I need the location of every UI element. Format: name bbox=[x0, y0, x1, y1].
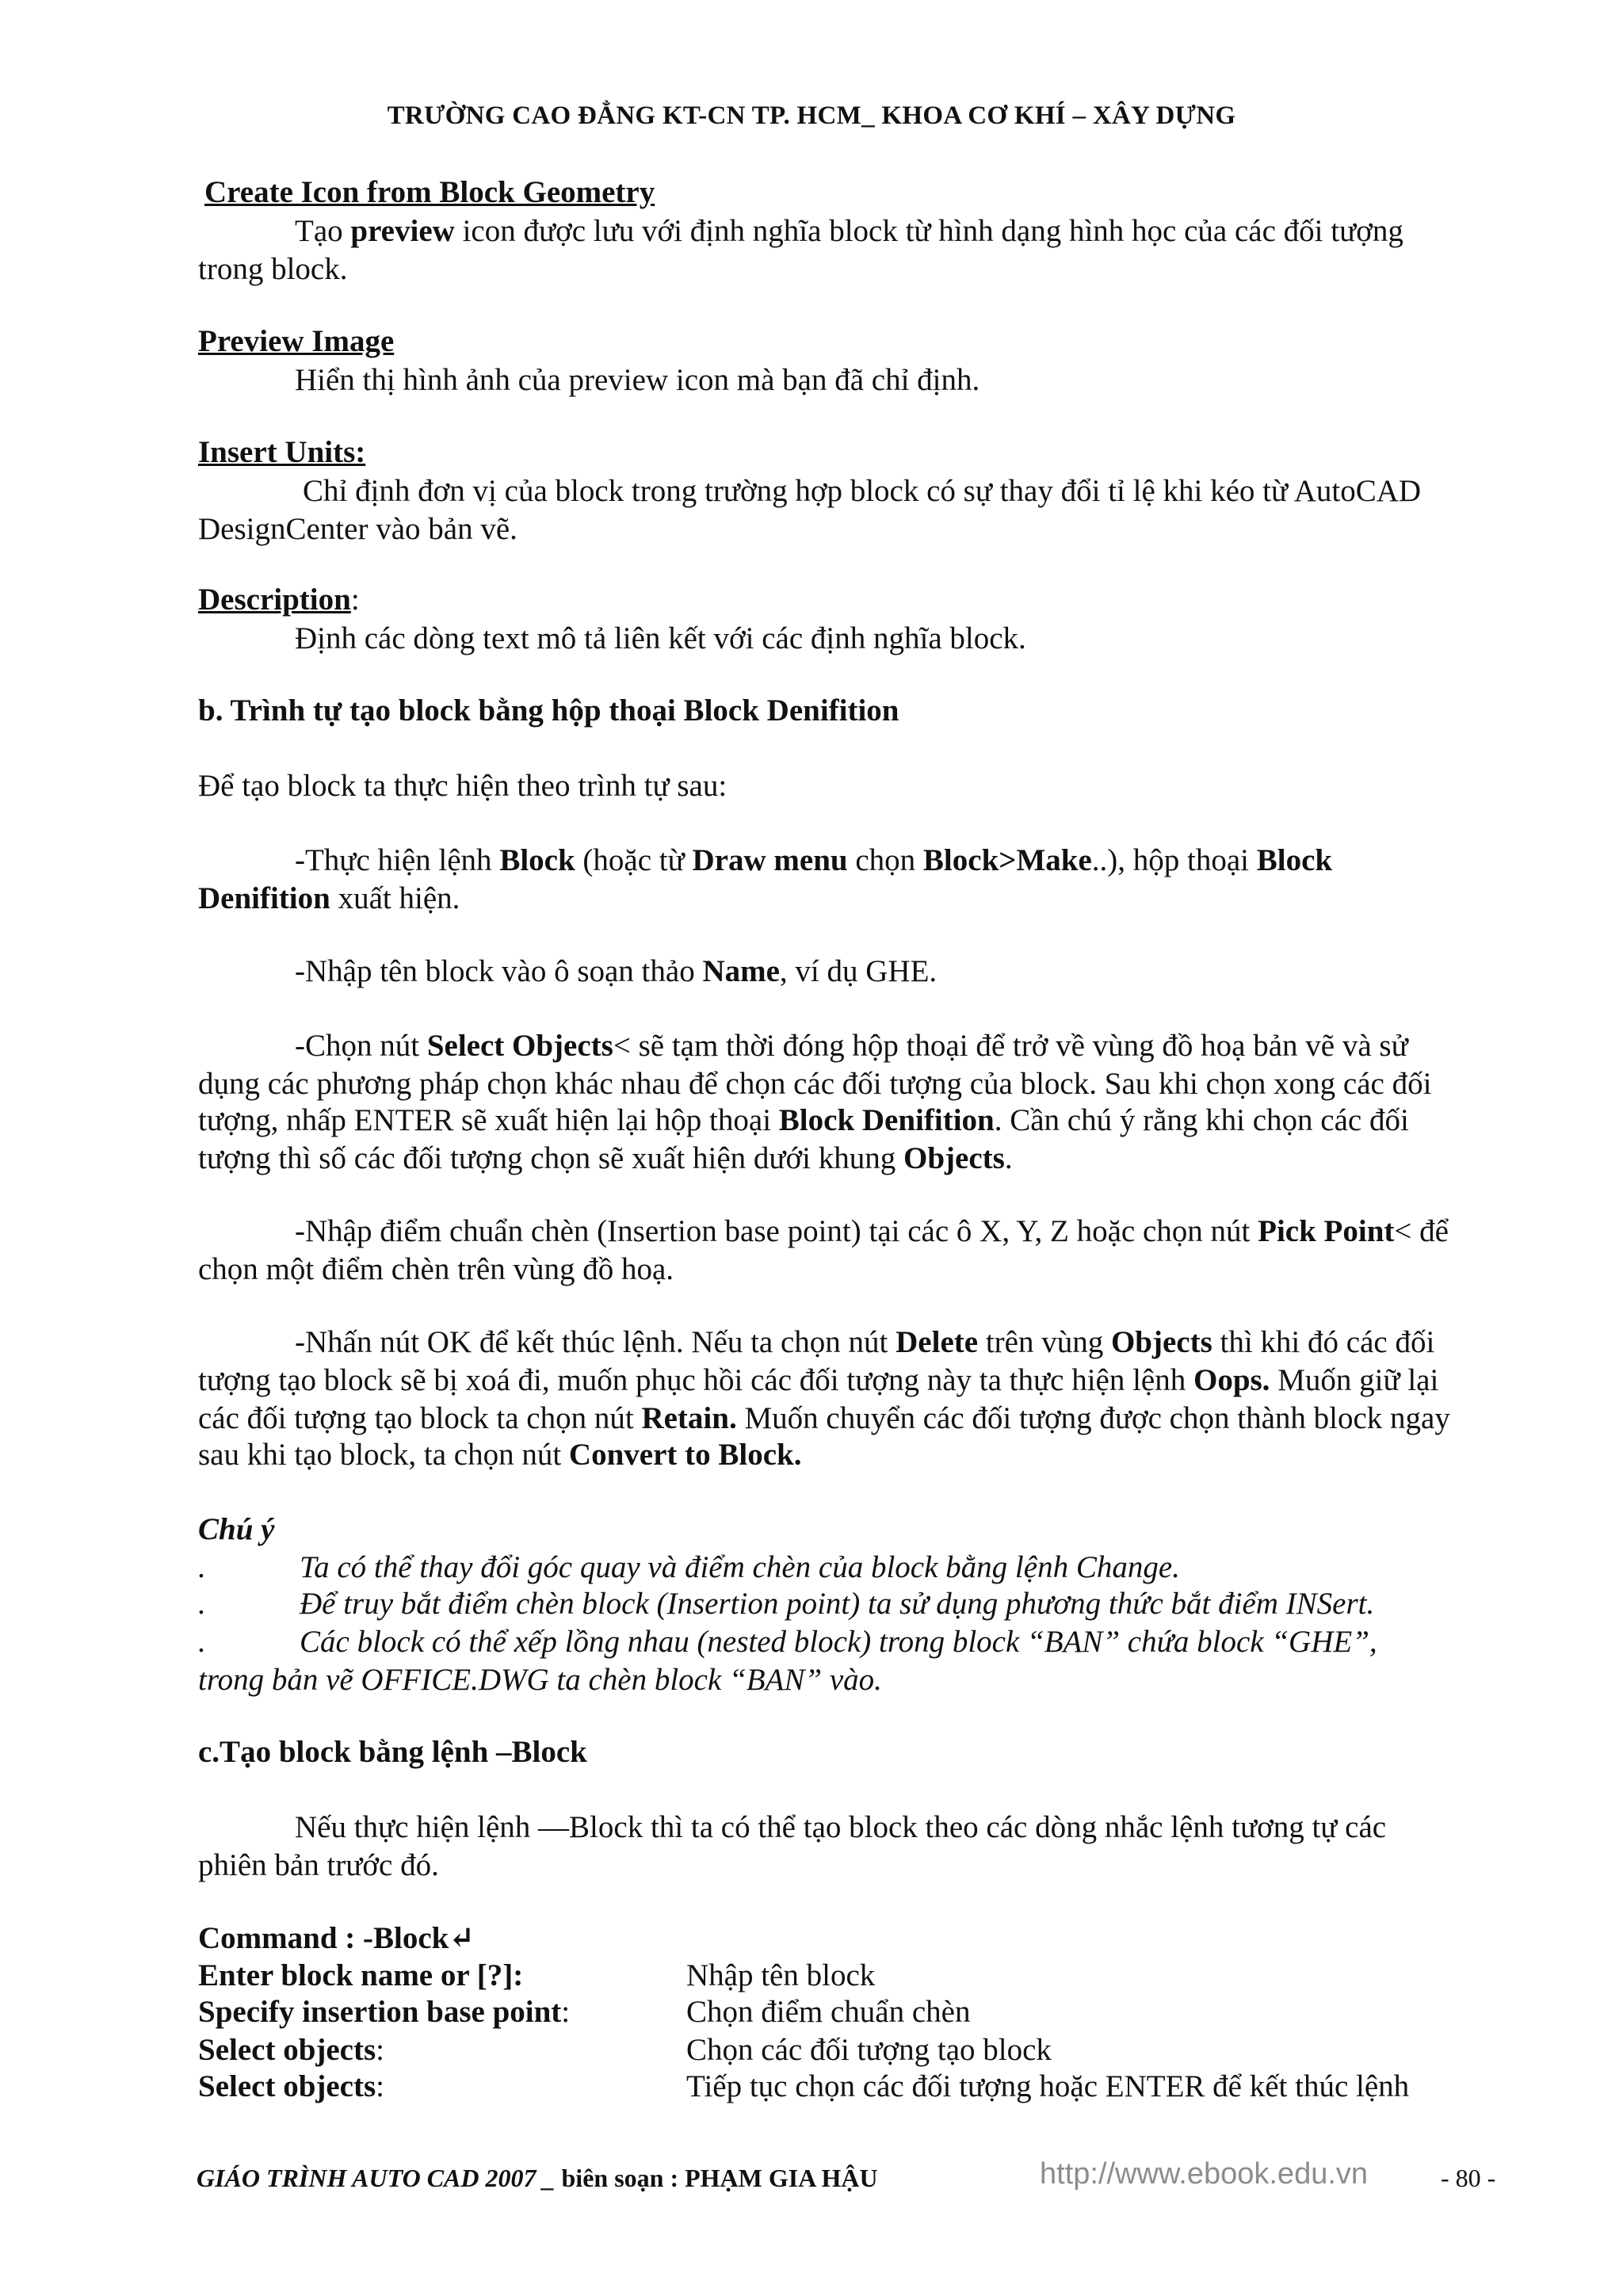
step3-line-4: tượng thì số các đối tượng chọn sẽ xuất hiện dưới khung Objects. bbox=[198, 1141, 1013, 1175]
step3-line-3: tượng, nhấp ENTER sẽ xuất hiện lại hộp thoại Block Denifition. Cần chú ý rằng khi chọn các đối bbox=[198, 1103, 1409, 1137]
bullet: . bbox=[198, 1587, 206, 1621]
bullet: . bbox=[198, 1625, 206, 1659]
note-item-3: . Các block có thể xếp lồng nhau (nested block) trong block “BAN” chứa block “GHE”, bbox=[198, 1625, 1377, 1659]
note-item-1: . Ta có thể thay đổi góc quay và điểm chèn của block bằng lệnh Change. bbox=[198, 1550, 1180, 1584]
command-desc-2: Chọn điểm chuẩn chèn bbox=[686, 1995, 971, 2029]
step5-line-3: các đối tượng tạo block ta chọn nút Retain. Muốn chuyển các đối tượng được chọn thành block ngay bbox=[198, 1401, 1450, 1435]
command-desc-3: Chọn các đối tượng tạo block bbox=[686, 2033, 1052, 2067]
note-title: Chú ý bbox=[198, 1512, 275, 1546]
section-title-preview-image: Preview Image bbox=[198, 324, 395, 358]
command-desc-4: Tiếp tục chọn các đối tượng hoặc ENTER để kết thúc lệnh bbox=[686, 2069, 1410, 2103]
footer-url-link[interactable]: http://www.ebook.edu.vn bbox=[1040, 2157, 1369, 2191]
step1-line-2: Denifition xuất hiện. bbox=[198, 881, 460, 915]
step4-line-1: -Nhập điểm chuẩn chèn (Insertion base point) tại các ô X, Y, Z hoặc chọn nút Pick Point< để bbox=[295, 1214, 1449, 1248]
create-icon-line-1: Tạo preview icon được lưu với định nghĩa block từ hình dạng hình học của các đối tượng bbox=[295, 214, 1403, 248]
footer-left: GIÁO TRÌNH AUTO CAD 2007 _ biên soạn : PHẠM GIA HẬU bbox=[197, 2164, 878, 2192]
preview-image-line-1: Hiển thị hình ảnh của preview icon mà bạn đã chỉ định. bbox=[295, 363, 980, 397]
description-line-1: Định các dòng text mô tả liên kết với các định nghĩa block. bbox=[295, 621, 1026, 655]
subheading-c: c.Tạo block bằng lệnh –Block bbox=[198, 1735, 587, 1769]
note-item-2: . Để truy bắt điểm chèn block (Insertion point) ta sử dụng phương thức bắt điểm INSert. bbox=[198, 1587, 1375, 1621]
intro-c-line-1: Nếu thực hiện lệnh —Block thì ta có thể tạo block theo các dòng nhắc lệnh tương tự các bbox=[295, 1810, 1387, 1844]
note-item-3-line-2: trong bản vẽ OFFICE.DWG ta chèn block “BAN” vào. bbox=[198, 1663, 882, 1697]
command-prompt-0: Command : -Block↵ bbox=[198, 1921, 475, 1955]
command-prompt-4: Select objects: bbox=[198, 2069, 384, 2103]
section-title-create-icon: Create Icon from Block Geometry bbox=[204, 175, 655, 209]
step3-line-1: -Chọn nút Select Objects< sẽ tạm thời đóng hộp thoại để trở về vùng đồ hoạ bản vẽ và sử bbox=[295, 1029, 1408, 1063]
page-number: - 80 - bbox=[1441, 2164, 1496, 2192]
intro-c-line-2: phiên bản trước đó. bbox=[198, 1848, 439, 1882]
step1-line-1: -Thực hiện lệnh Block (hoặc từ Draw menu chọn Block>Make..), hộp thoại Block bbox=[295, 843, 1333, 877]
create-icon-line-2: trong block. bbox=[198, 252, 348, 286]
step5-line-1: -Nhấn nút OK để kết thúc lệnh. Nếu ta chọn nút Delete trên vùng Objects thì khi đó các đối bbox=[295, 1325, 1435, 1359]
page-header: TRƯỜNG CAO ĐẲNG KT-CN TP. HCM_ KHOA CƠ KHÍ – XÂY DỰNG bbox=[387, 101, 1236, 130]
command-desc-1: Nhập tên block bbox=[686, 1958, 876, 1992]
insert-units-line-2: DesignCenter vào bản vẽ. bbox=[198, 512, 517, 546]
bullet: . bbox=[198, 1550, 206, 1584]
step4-line-2: chọn một điểm chèn trên vùng đồ hoạ. bbox=[198, 1252, 674, 1286]
step5-line-4: sau khi tạo block, ta chọn nút Convert to Block. bbox=[198, 1438, 802, 1472]
section-title-insert-units: Insert Units: bbox=[198, 435, 366, 469]
step5-line-2: tượng tạo block sẽ bị xoá đi, muốn phục hồi các đối tượng này ta thực hiện lệnh Oops. Muốn giữ lại bbox=[198, 1363, 1439, 1397]
subheading-b: b. Trình tự tạo block bằng hộp thoại Block Denifition bbox=[198, 693, 899, 728]
step3-line-2: dụng các phương pháp chọn khác nhau để chọn các đối tượng của block. Sau khi chọn xong các đối bbox=[198, 1067, 1432, 1101]
section-title-description: Description: bbox=[198, 583, 360, 617]
insert-units-line-1: Chỉ định đơn vị của block trong trường hợp block có sự thay đổi tỉ lệ khi kéo từ AutoCAD bbox=[303, 474, 1422, 508]
step2-line-1: -Nhập tên block vào ô soạn thảo Name, ví dụ GHE. bbox=[295, 954, 938, 988]
command-prompt-3: Select objects: bbox=[198, 2033, 384, 2067]
intro-b: Để tạo block ta thực hiện theo trình tự sau: bbox=[198, 769, 727, 803]
command-prompt-2: Specify insertion base point: bbox=[198, 1995, 571, 2029]
command-prompt-1: Enter block name or [?]: bbox=[198, 1958, 524, 1992]
